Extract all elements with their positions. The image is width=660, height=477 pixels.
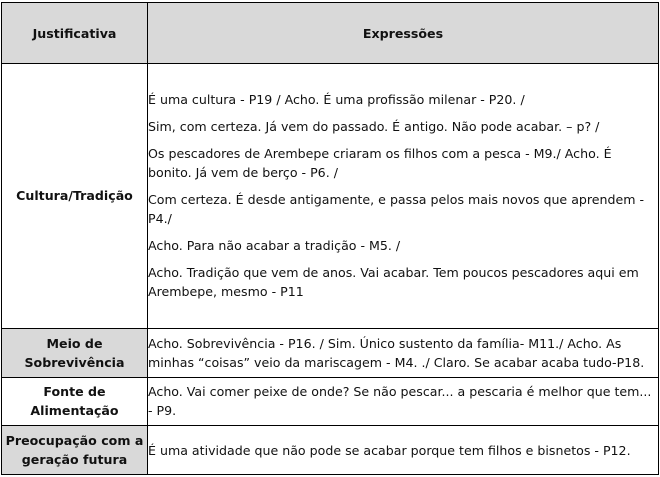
table-row bbox=[2, 426, 659, 475]
expressoes-cell bbox=[148, 64, 659, 329]
expressao-text: Com certeza. É desde antigamente, e passa pelos mais novos que aprendem - P4./ bbox=[148, 192, 645, 227]
justificativa-cell: Preocupação com a geração futura bbox=[2, 426, 148, 475]
expressao-text: Acho. Vai comer peixe de onde? Se não pescar... a pescaria é melhor que tem... - P9. bbox=[148, 384, 652, 419]
justificativa-cell: Fonte de Alimentação bbox=[2, 377, 148, 426]
expressoes-cell bbox=[148, 426, 659, 475]
expressoes-cell bbox=[148, 328, 659, 377]
table-row bbox=[2, 64, 659, 329]
expressao-text: Os pescadores de Arembepe criaram os filhos com a pesca - M9./ Acho. É bonito. Já vem de berço - P6. / bbox=[148, 146, 612, 181]
table-row bbox=[2, 377, 659, 426]
expressoes-cell bbox=[148, 377, 659, 426]
header-justificativa: Justificativa bbox=[2, 3, 148, 64]
expressao-text: É uma atividade que não pode se acabar porque tem filhos e bisnetos - P12. bbox=[148, 442, 631, 458]
justificativa-table bbox=[1, 2, 659, 475]
expressao-text: É uma cultura - P19 / Acho. É uma profissão milenar - P20. / bbox=[148, 92, 525, 108]
header-row bbox=[2, 3, 659, 64]
expressao-text: Acho. Para não acabar a tradição - M5. / bbox=[148, 238, 401, 254]
expressao-text: Acho. Tradição que vem de anos. Vai acabar. Tem poucos pescadores aqui em Arembepe, mesmo - P11 bbox=[148, 265, 639, 300]
table-row bbox=[2, 328, 659, 377]
expressao-text: Sim, com certeza. Já vem do passado. É antigo. Não pode acabar. – p? / bbox=[148, 119, 600, 135]
header-expressoes: Expressões bbox=[148, 3, 659, 64]
justificativa-cell: Cultura/Tradição bbox=[2, 64, 148, 329]
justificativa-cell: Meio de Sobrevivência bbox=[2, 328, 148, 377]
expressao-text: Acho. Sobrevivência - P16. / Sim. Único sustento da família- M11./ Acho. As minhas “coisas” veio da mariscagem - M4. ./ Claro. Se acabar acaba tudo-P18. bbox=[148, 335, 645, 370]
